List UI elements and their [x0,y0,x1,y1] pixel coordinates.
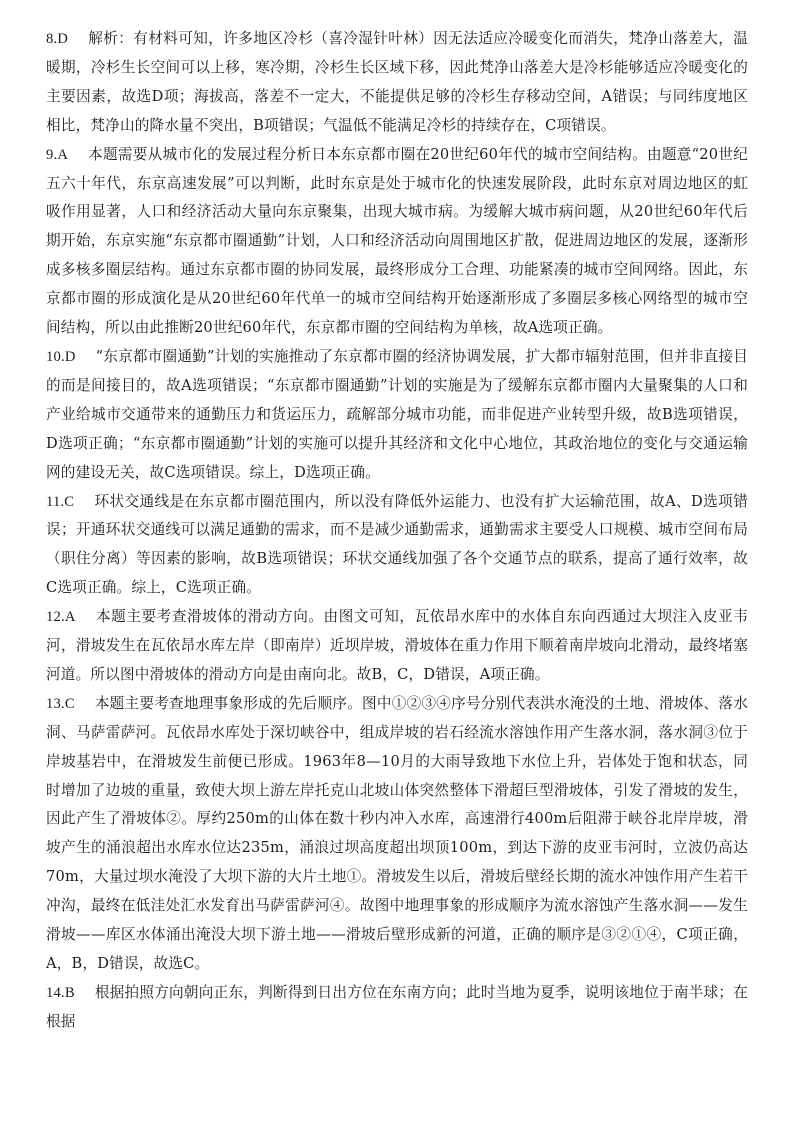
question-number: 10.D [46,348,76,365]
answer-item-12 [46,603,748,690]
answer-item-14 [46,979,748,1037]
answer-item-10 [46,343,748,488]
answer-explanation: 本题主要考查滑坡体的滑动方向。由图文可知，瓦依昂水库中的水体自东向西通过大坝注入皮亚韦河，滑坡发生在瓦依昂水库左岸（即南岸）近坝岸坡，滑坡体在重力作用下顺着南岸坡向北滑动，最终堵塞河道。所以图中滑坡体的滑动方向是由南向北。故B，C，D错误，A项正确。 [46,608,748,683]
answer-explanation: 本题主要考查地理事象形成的先后顺序。图中①②③④序号分别代表洪水淹没的土地、滑坡体、落水洞、马萨雷萨河。瓦依昂水库处于深切峡谷中，组成岸坡的岩石经流水溶蚀作用产生落水洞，落水洞③位于岸坡基岩中，在滑坡发生前便已形成。1963年8—10月的大雨导致地下水位上升，岩体处于饱和状态，同时增加了边坡的重量，致使大坝上游左岸托克山北坡山体突然整体下滑超巨型滑坡体，引发了滑坡的发生，因此产生了滑坡体②。厚约250m的山体在数十秒内冲入水库，高速滑行400m后阻滞于峡谷北岸岸坡，滑坡产生的涌浪超出水库水位达235m，涌浪过坝高度超出坝顶100m，到达下游的皮亚韦河时，立波仍高达70m，大量过坝水淹没了大坝下游的大片土地①。滑坡发生以后，滑坡后壁经长期的流水冲蚀作用产生若干冲沟，最终在低洼处汇水发育出马萨雷萨河④。故图中地理事象的形成顺序为流水溶蚀产生落水洞——发生滑坡——库区水体涌出淹没大坝下游土地——滑坡后壁形成新的河道，正确的顺序是③②①④，C项正确，A，B，D错误，故选C。 [46,694,748,972]
answer-explanation: 根据拍照方向朝向正东，判断得到日出方位在东南方向；此时当地为夏季，说明该地位于南半球；在根据 [46,983,748,1030]
question-number: 13.C [46,695,75,712]
question-number: 12.A [46,609,76,626]
answer-item-8 [46,25,748,141]
question-number: 11.C [46,493,75,510]
answer-item-11 [46,488,748,604]
answer-explanation: 本题需要从城市化的发展过程分析日本东京都市圈在20世纪60年代的城市空间结构。由题意“20世纪五六十年代，东京高速发展”可以判断，此时东京是处于城市化的快速发展阶段，此时东京对周边地区的虹吸作用显著，人口和经济活动大量向东京聚集，出现大城市病。为缓解大城市病问题，从20世纪60年代后期开始，东京实施“东京都市圈通勤”计划，人口和经济活动向周围地区扩散，促进周边地区的发展，逐渐形成多核多圈层结构。通过东京都市圈的协同发展，最终形成分工合理、功能紧凑的城市空间网络。因此，东京都市圈的形成演化是从20世纪60年代单一的城市空间结构开始逐渐形成了多圈层多核心网络型的城市空间结构，所以由此推断20世纪60年代，东京都市圈的空间结构为单核，故A选项正确。 [46,145,748,337]
answer-item-13 [46,690,748,979]
question-number: 14.B [46,984,75,1001]
question-number: 9.A [46,146,69,163]
question-number: 8.D [46,31,69,47]
answer-explanation: “东京都市圈通勤”计划的实施推动了东京都市圈的经济协调发展，扩大都市辐射范围，但并非直接目的而是间接目的，故A选项错误；“东京都市圈通勤”计划的实施是为了缓解东京都市圈内大量聚集的人口和产业给城市交通带来的通勤压力和货运压力，疏解部分城市功能，而非促进产业转型升级，故B选项错误，D选项正确；“东京都市圈通勤”计划的实施可以提升其经济和文化中心地位，其政治地位的变化与交通运输网的建设无关，故C选项错误。综上，D选项正确。 [46,347,748,481]
answer-explanation: 解析：有材料可知，许多地区冷杉（喜冷湿针叶林）因无法适应冷暖变化而消失，梵净山落差大，温暖期，冷杉生长空间可以上移，寒冷期，冷杉生长区域下移，因此梵净山落差大是冷杉能够适应冷暖变化的主要因素，故选D项；海拔高，落差不一定大，不能提供足够的冷杉生存移动空间，A错误；与同纬度地区相比，梵净山的降水量不突出，B项错误；气温低不能满足冷杉的持续存在，C项错误。 [46,30,748,134]
answer-explanation: 环状交通线是在东京都市圈范围内，所以没有降低外运能力、也没有扩大运输范围，故A、D选项错误；开通环状交通线可以满足通勤的需求，而不是减少通勤需求，通勤需求主要受人口规模、城市空间布局（职住分离）等因素的影响，故B选项错误；环状交通线加强了各个交通节点的联系，提高了通行效率，故C选项正确。综上，C选项正确。 [46,492,748,597]
answer-item-9 [46,141,748,343]
